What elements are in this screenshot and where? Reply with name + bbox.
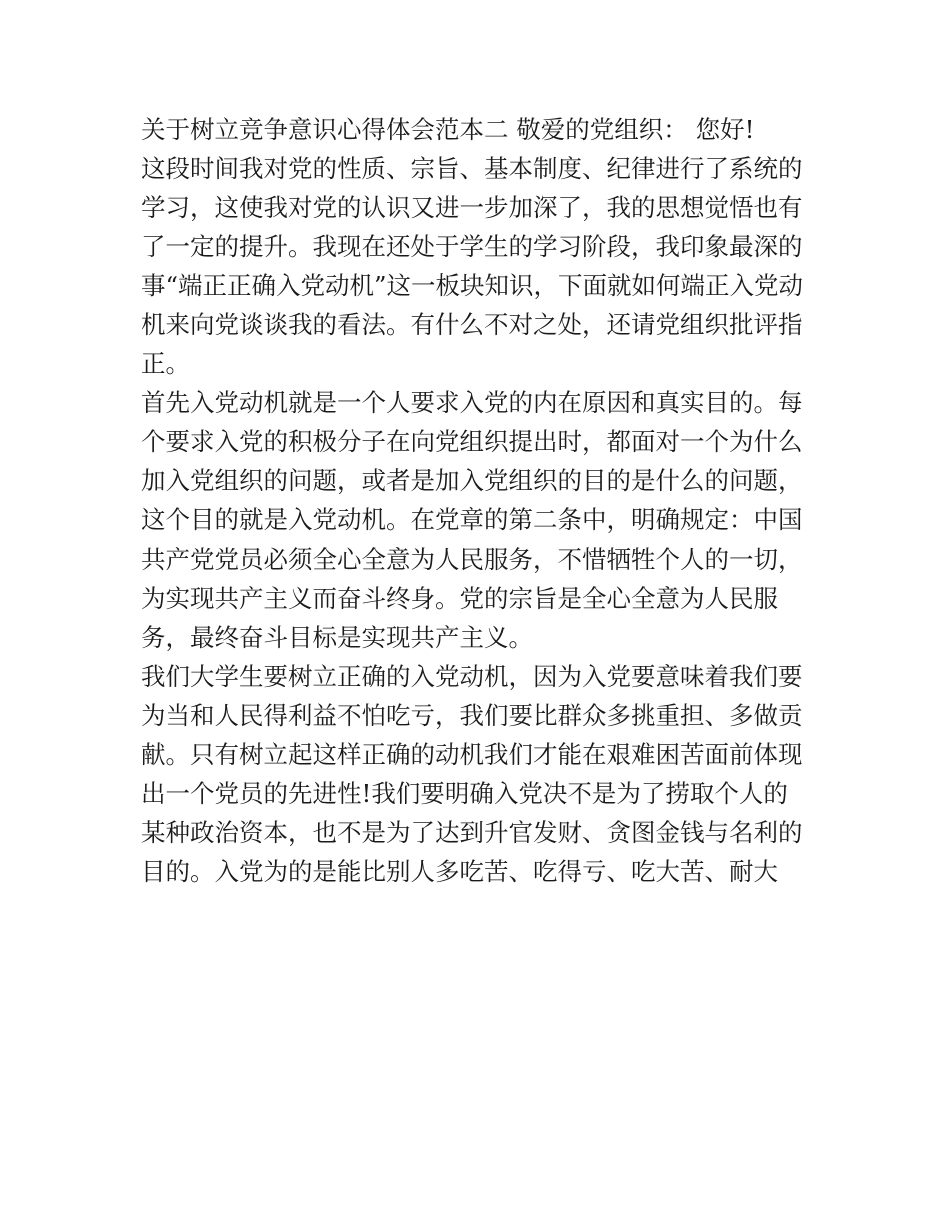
text-line: 了一定的提升。我现在还处于学生的学习阶段，我印象最深的 — [141, 232, 803, 262]
text-line: 事“端正正确入党动机”这一板块知识，下面就如何端正入党动 — [141, 271, 804, 301]
text-line: 务，最终奋斗目标是实现共产主义。 — [141, 622, 533, 652]
text-line: 为实现共产主义而奋斗终身。党的宗旨是全心全意为人民服 — [141, 583, 778, 613]
text-line: 献。只有树立起这样正确的动机我们才能在艰难困苦面前体现 — [141, 739, 803, 769]
text-line: 共产党党员必须全心全意为人民服务，不惜牺牲个人的一切， — [141, 544, 803, 574]
text-line-title: 关于树立竞争意识心得体会范本二 敬爱的党组织： 您好! — [141, 115, 755, 144]
document-body — [141, 110, 821, 891]
text-line: 这个目的就是入党动机。在党章的第二条中，明确规定：中国 — [141, 505, 803, 535]
text-line: 首先入党动机就是一个人要求入党的内在原因和真实目的。每 — [141, 388, 803, 418]
text-line: 机来向党谈谈我的看法。有什么不对之处，还请党组织批评指 — [141, 310, 803, 340]
text-line: 出一个党员的先进性!我们要明确入党决不是为了捞取个人的 — [141, 778, 788, 808]
text-line: 目的。入党为的是能比别人多吃苦、吃得亏、吃大苦、耐大 — [141, 856, 778, 886]
text-line: 加入党组织的问题，或者是加入党组织的目的是什么的问题， — [141, 466, 803, 496]
text-line: 个要求入党的积极分子在向党组织提出时，都面对一个为什么 — [141, 427, 803, 457]
text-line: 为当和人民得利益不怕吃亏，我们要比群众多挑重担、多做贡 — [141, 700, 803, 730]
text-line: 我们大学生要树立正确的入党动机，因为入党要意味着我们要 — [141, 661, 803, 691]
text-line: 正。 — [141, 349, 190, 379]
text-line: 某种政治资本，也不是为了达到升官发财、贪图金钱与名利的 — [141, 817, 803, 847]
text-line: 这段时间我对党的性质、宗旨、基本制度、纪律进行了系统的 — [141, 154, 803, 184]
text-line: 学习，这使我对党的认识又进一步加深了，我的思想觉悟也有 — [141, 193, 803, 223]
